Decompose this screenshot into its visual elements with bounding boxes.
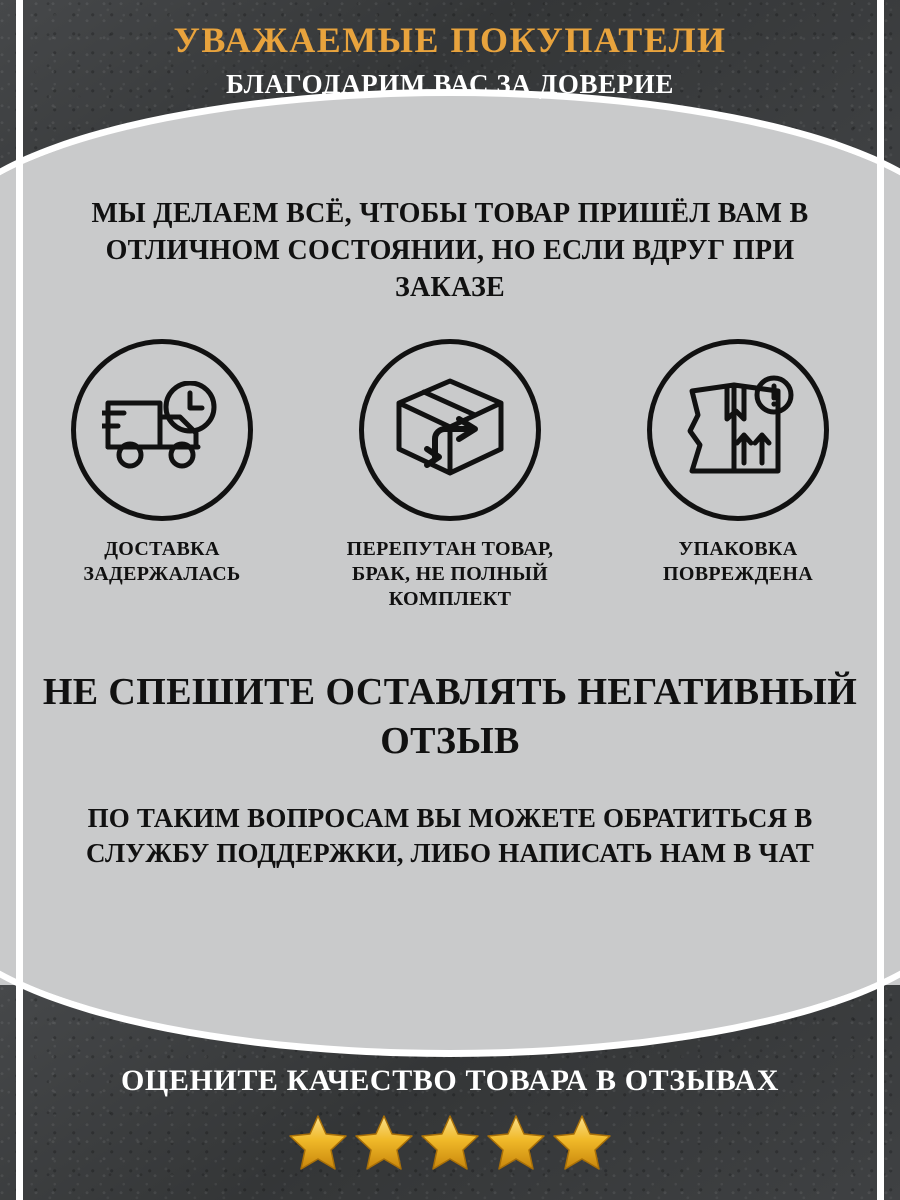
header-subtitle: БЛАГОДАРИМ ВАС ЗА ДОВЕРИЕ	[225, 69, 675, 100]
page-title: УВАЖАЕМЫЕ ПОКУПАТЕЛИ	[173, 20, 727, 60]
issue-caption: УПАКОВКА ПОВРЕЖДЕНА	[663, 537, 813, 585]
issue-icon-circle	[647, 339, 829, 521]
issue-list	[40, 339, 860, 612]
issue-item-delivery-delayed	[47, 339, 277, 587]
issue-icon-circle	[71, 339, 253, 521]
left-frame-line	[16, 0, 23, 1200]
star-icon[interactable]	[420, 1113, 480, 1176]
issue-caption: ДОСТАВКА ЗАДЕРЖАЛАСЬ	[83, 537, 241, 585]
star-icon[interactable]	[354, 1113, 414, 1176]
issue-item-wrong-or-defective	[335, 339, 565, 612]
star-icon[interactable]	[486, 1113, 546, 1176]
star-icon[interactable]	[288, 1113, 348, 1176]
header	[0, 20, 900, 101]
box-return-arrow-icon	[391, 373, 509, 486]
footer-title: ОЦЕНИТЕ КАЧЕСТВО ТОВАРА В ОТЗЫВАХ	[120, 1063, 780, 1097]
delivery-truck-clock-icon	[102, 381, 222, 478]
intro-text: МЫ ДЕЛАЕМ ВСЁ, ЧТОБЫ ТОВАР ПРИШЁЛ ВАМ В ОТЛИЧНОМ СОСТОЯНИИ, НО ЕСЛИ ВДРУГ ПРИ ЗАКАЗЕ	[91, 198, 809, 303]
issue-icon-circle	[359, 339, 541, 521]
support-note-text: ПО ТАКИМ ВОПРОСАМ ВЫ МОЖЕТЕ ОБРАТИТЬСЯ В СЛУЖБУ ПОДДЕРЖКИ, ЛИБО НАПИСАТЬ НАМ В ЧАТ	[86, 802, 814, 869]
star-icon[interactable]	[552, 1113, 612, 1176]
right-frame-line	[877, 0, 884, 1200]
footer	[0, 1062, 900, 1177]
damaged-package-icon	[682, 375, 794, 484]
main-content	[40, 196, 860, 872]
headline-text: НЕ СПЕШИТЕ ОСТАВЛЯТЬ НЕГАТИВНЫЙ ОТЗЫВ	[42, 670, 858, 763]
issue-caption: ПЕРЕПУТАН ТОВАР, БРАК, НЕ ПОЛНЫЙ КОМПЛЕКТ	[346, 537, 554, 610]
issue-item-damaged-package	[623, 339, 853, 587]
rating-stars[interactable]	[0, 1113, 900, 1176]
